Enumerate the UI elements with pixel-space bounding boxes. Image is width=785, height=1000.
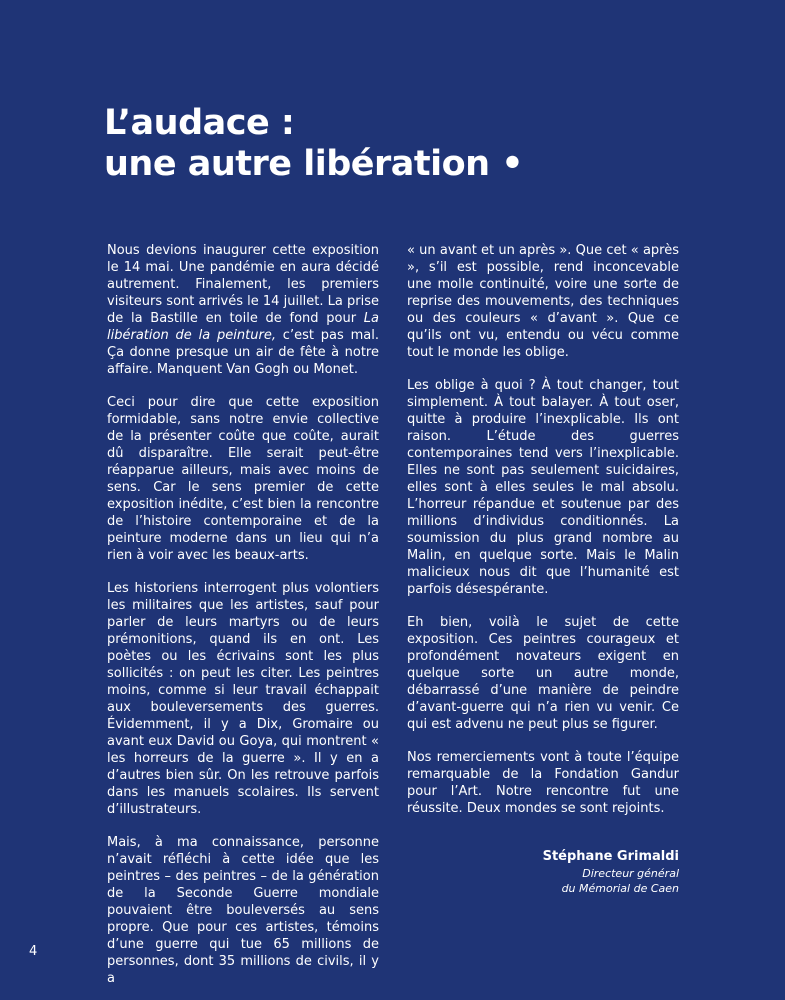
page-number: 4: [29, 944, 38, 959]
artwork-title: La libération de la peinture,: [107, 311, 379, 343]
paragraph: Les historiens interrogent plus volontiers les militaires que les artistes, sauf pour parler de leurs martyrs ou de leurs prémonitions, quand ils en ont. Les poètes ou les écrivains sont les plus sollicités : on peut les citer. Les peintres moins, comme si leur travail échappait aux bouleversements des guerres. Évidemment, il y a Dix, Gromaire ou avant eux David ou Goya, qui montrent « les horreurs de la guerre ». Il y en a d’autres bien sûr. On les retrouve parfois dans les manuels scolaires. Ils servent d’illustrateurs.: [107, 581, 379, 817]
paragraph: « un avant et un après ». Que cet « après », s’il est possible, rend inconcevable une molle continuité, voire une sorte de reprise des mouvements, des techniques ou des couleurs « d’avant ». Que ce qu’ils ont vu, entendu ou vécu comme tout le monde les oblige.: [407, 243, 679, 360]
paragraph: Ceci pour dire que cette exposition formidable, sans notre envie collective de la présenter coûte que coûte, aurait dû disparaître. Elle serait peut-être réapparue ailleurs, mais avec moins de sens. Car le sens premier de cette exposition inédite, c’est bien la rencontre de l’histoire contemporaine et de la peinture moderne dans un lieu qui n’a rien à voir avec les beaux-arts.: [107, 395, 379, 563]
paragraph: Les oblige à quoi ? À tout changer, tout simplement. À tout balayer. À tout oser, quitte à produire l’inexplicable. Ils ont raison. L’étude des guerres contemporaines tend vers l’inexplicable. Elles ne sont pas seulement suicidaires, elles sont à elles seules le mal absolu. L’horreur répandue et soutenue par des millions d’individus conditionnés. La soumission du plus grand nombre au Malin, en quelque sorte. Mais le Malin malicieux nous dit que l’humanité est parfois désespérante.: [407, 378, 679, 597]
left-column: [107, 242, 379, 987]
title-line-2: une autre libération •: [104, 144, 524, 184]
paragraph: Eh bien, voilà le sujet de cette exposition. Ces peintres courageux et profondément novateurs exigent en quelque sorte un autre monde, débarrassé d’une manière de peindre d’avant-guerre qui n’a rien vu venir. Ce qui est advenu ne peut plus se figurer.: [407, 615, 679, 732]
right-column: [407, 242, 679, 817]
author-name: Stéphane Grimaldi: [542, 849, 679, 864]
paragraph: Nos remerciements vont à toute l’équipe remarquable de la Fondation Gandur pour l’Art. Notre rencontre fut une réussite. Deux mondes se sont rejoints.: [407, 750, 679, 816]
author-organization: du Mémorial de Caen: [561, 882, 679, 895]
signature-block: [543, 848, 679, 896]
title-line-1: L’audace :: [104, 103, 295, 143]
paragraph: Nous devions inaugurer cette exposition le 14 mai. Une pandémie en aura décidé autrement. Finalement, les premiers visiteurs sont arrivés le 14 juillet. La prise de la Bastille en toile de fond pour La libération de la peinture, c’est pas mal. Ça donne presque un air de fête à notre affaire. Manquent Van Gogh ou Monet.: [107, 243, 379, 377]
paragraph: Mais, à ma connaissance, personne n’avait réfléchi à cette idée que les peintres – des peintres – de la génération de la Seconde Guerre mondiale pouvaient être bouleversés au sens propre. Que pour ces artistes, témoins d’une guerre qui tue 65 millions de personnes, dont 35 millions de civils, il y a: [107, 835, 379, 986]
author-role: Directeur général: [582, 867, 679, 880]
page-title: [104, 103, 704, 185]
